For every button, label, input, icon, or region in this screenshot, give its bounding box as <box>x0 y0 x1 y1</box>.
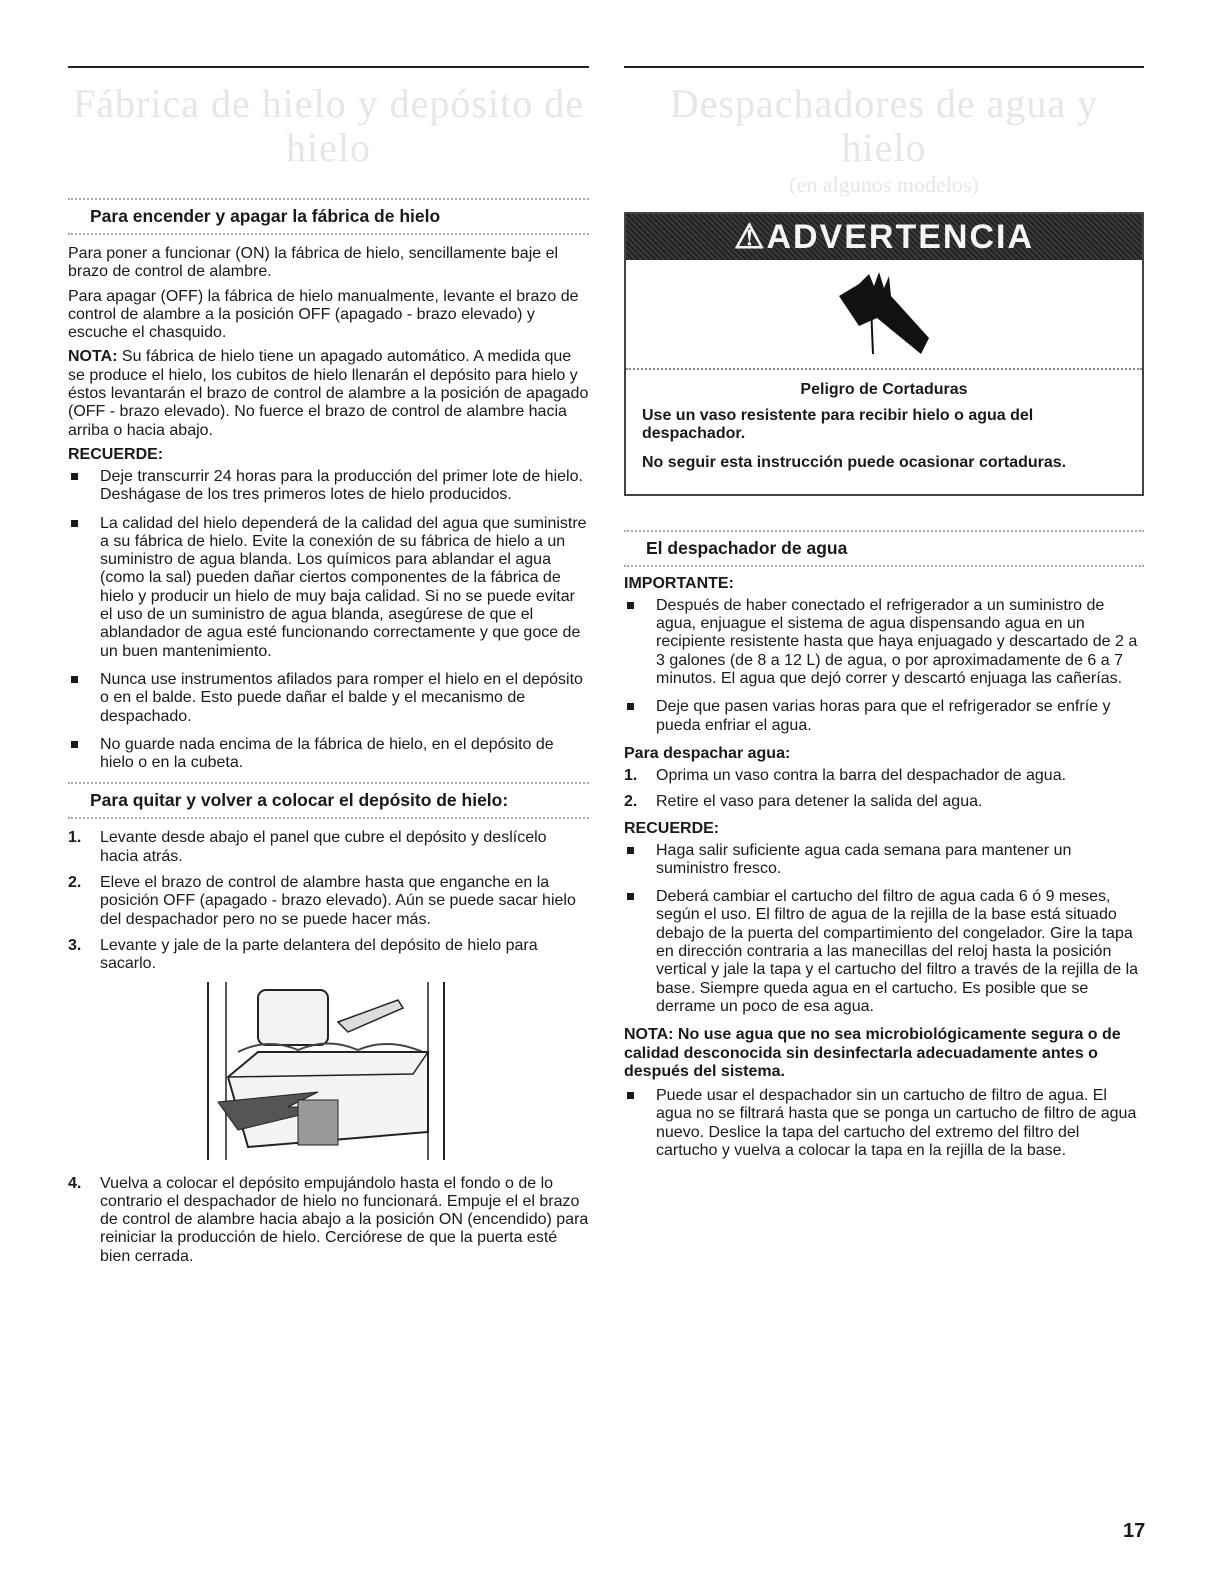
list-item: Haga salir suficiente agua cada semana para mantener un suministro fresco. <box>624 842 1144 879</box>
step-number: 2. <box>624 793 638 811</box>
steps-list <box>68 829 589 973</box>
note-label: NOTA: <box>68 348 118 366</box>
bullet-list <box>624 597 1144 735</box>
divider <box>68 233 589 235</box>
step-number: 2. <box>68 874 82 892</box>
steps-list <box>68 1175 589 1266</box>
section-title: Despachadores de agua y hielo <box>669 81 1099 170</box>
warning-text: Use un vaso resistente para recibir hielo o agua del despachador. <box>642 407 1034 443</box>
step-text: Vuelva a colocar el depósito empujándolo hasta el fondo o de lo contrario el despachador de hielo no funcionará. Empuje el el brazo de control de alambre hacia abajo a la posición ON (encendido) para reiniciar la producción de hielo. Cerciórese de que la puerta esté bien cerrada. <box>100 1174 589 1265</box>
subsection-heading: El despachador de agua <box>646 537 848 558</box>
dispense-label: Para despachar agua: <box>624 744 791 762</box>
step-number: 3. <box>68 936 82 954</box>
list-item: Después de haber conectado el refrigerador a un suministro de agua, enjuague el sistema de agua dispensando agua en un recipiente resistente hasta que haya enjuagado y descartado de 2 a 3 galones (de 8 a 12 L) de agua, o por aproximadamente de 6 a 7 minutos. El agua que dejó correr y descartó enjuaga las cañerías. <box>624 597 1144 688</box>
bullet-list <box>624 1087 1144 1160</box>
warning-text: No seguir esta instrucción puede ocasionar cortaduras. <box>642 453 1067 471</box>
step-text: Oprima un vaso contra la barra del despachador de agua. <box>656 766 1067 784</box>
warning-body <box>626 370 1142 494</box>
list-item: Deje transcurrir 24 horas para la producción del primer lote de hielo. Deshágase de los tres primeros lotes de hielo producidos. <box>68 468 589 505</box>
step-text: Levante y jale de la parte delantera del depósito de hielo para sacarlo. <box>100 936 538 973</box>
top-rule <box>624 66 1144 68</box>
steps-list <box>624 767 1144 812</box>
list-item: Deberá cambiar el cartucho del filtro de agua cada 6 ó 9 meses, según el uso. El filtro de agua de la rejilla de la base está situado debajo de la puerta del compartimiento del congelador. Gire la tapa en dirección contraria a las manecillas del reloj hasta la posición vertical y jale la tapa y el cartucho del filtro a través de la rejilla de la base. Siempre queda agua en el cartucho. Es posible que se derrame un poco de esa agua. <box>624 888 1144 1016</box>
warning-icon: ⚠ <box>733 218 767 256</box>
paragraph: Para apagar (OFF) la fábrica de hielo manualmente, levante el brazo de control de alambre a la posición OFF (apagado - brazo elevado) y escuche el chasquido. <box>68 287 579 342</box>
right-column <box>624 66 1144 1170</box>
warning-header <box>626 214 1142 260</box>
list-item <box>624 767 1144 785</box>
divider <box>624 565 1144 567</box>
subsection-heading: Para encender y apagar la fábrica de hielo <box>90 206 441 226</box>
warning-title: ADVERTENCIA <box>766 217 1035 256</box>
list-item <box>68 937 589 974</box>
list-item: Deje que pasen varias horas para que el refrigerador se enfríe y pueda enfriar el agua. <box>624 698 1144 735</box>
remember-label: RECUERDE: <box>624 819 720 837</box>
list-item: Nunca use instrumentos afilados para romper el hielo en el depósito o en el balde. Esto puede dañar el balde y el mecanismo de despachado. <box>68 671 589 726</box>
list-item: La calidad del hielo dependerá de la calidad del agua que suministre a su fábrica de hielo. Evite la conexión de su fábrica de hielo a un suministro de agua blanda. Los químicos para ablandar el agua (como la sal) pueden dañar ciertos componentes de la fábrica de hielo y producir un hielo de muy baja calidad. Si no se puede evitar el uso de un suministro de agua blanda, asegúrese de que el ablandador de agua esté funcionando correctamente y que goce de un buen mantenimiento. <box>68 515 589 661</box>
step-number: 1. <box>68 829 82 847</box>
step-number: 1. <box>624 766 638 784</box>
subsection-heading: Para quitar y volver a colocar el depósito de hielo: <box>90 790 509 811</box>
list-item: No guarde nada encima de la fábrica de hielo, en el depósito de hielo o en la cubeta. <box>68 736 589 773</box>
cut-hazard-icon <box>626 260 1142 370</box>
note-paragraph: NOTA: No use agua que no sea microbiológicamente segura o de calidad desconocida sin desinfectarla adecuadamente antes o después del sistema. <box>624 1026 1121 1080</box>
note-text: Su fábrica de hielo tiene un apagado automático. A medida que se produce el hielo, los cubitos de hielo llenarán el depósito para hielo y éstos levantarán el brazo de control de alambre a la posición de apagado (OFF - brazo elevado). No fuerce el brazo de control de alambre hacia arriba o hacia abajo. <box>68 348 589 439</box>
list-item: Puede usar el despachador sin un cartucho de filtro de agua. El agua no se filtrará hasta que se ponga un cartucho de filtro de agua nuevo. Deslice la tapa del cartucho del extremo del filtro del cartucho y vuelva a colocar la tapa en la rejilla de la base. <box>624 1087 1144 1160</box>
step-text: Levante desde abajo el panel que cubre el depósito y deslícelo hacia atrás. <box>100 829 547 865</box>
list-item <box>624 793 1144 811</box>
note-paragraph <box>68 348 589 439</box>
warning-box <box>624 212 1144 496</box>
paragraph: Para poner a funcionar (ON) la fábrica de hielo, sencillamente baje el brazo de control de alambre. <box>68 245 559 281</box>
list-item <box>68 1175 589 1266</box>
remember-label: RECUERDE: <box>68 445 164 463</box>
list-item <box>68 829 589 866</box>
step-text: Eleve el brazo de control de alambre hasta que enganche en la posición OFF (apagado - brazo elevado). Aún se puede sacar hielo del despachador pero no se puede hacer más. <box>100 874 576 928</box>
ice-bin-illustration <box>198 982 589 1167</box>
section-title: Fábrica de hielo y depósito de hielo <box>73 81 584 170</box>
bullet-list <box>68 468 589 772</box>
bullet-list <box>624 842 1144 1017</box>
divider <box>68 817 589 819</box>
page-number: 17 <box>1123 1520 1146 1542</box>
step-number: 4. <box>68 1174 82 1192</box>
top-rule <box>68 66 589 68</box>
left-column <box>68 66 589 1274</box>
important-label: IMPORTANTE: <box>624 574 734 592</box>
step-text: Retire el vaso para detener la salida del agua. <box>656 793 983 811</box>
hazard-title: Peligro de Cortaduras <box>800 381 968 398</box>
section-subtitle: (en algunos modelos) <box>789 172 979 197</box>
list-item <box>68 874 589 929</box>
